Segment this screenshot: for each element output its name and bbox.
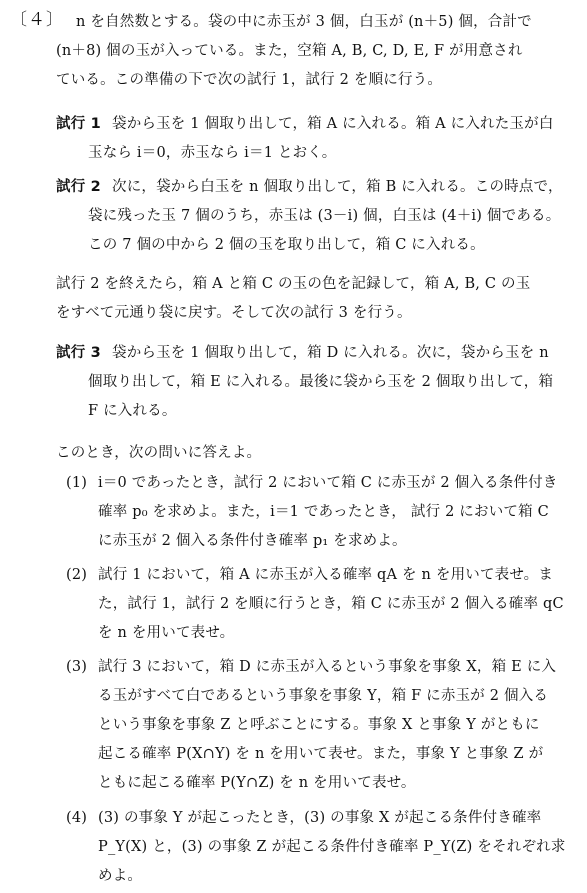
trial3-line-1: 袋から玉を 1 個取り出して，箱 D に入れる。次に，袋から玉を n: [112, 345, 549, 361]
q1-line-2: 確率 p₀ を求めよ。また，i＝1 であったとき， 試行 2 において箱 C: [98, 504, 549, 520]
after-trial2-line-1: 試行 2 を終えたら，箱 A と箱 C の玉の色を記録して，箱 A, B, C の玉: [56, 276, 531, 292]
intro-line-1: n を自然数とする。袋の中に赤玉が 3 個，白玉が (n＋5) 個，合計で: [76, 14, 532, 30]
trial1-line-1: 袋から玉を 1 個取り出して，箱 A に入れる。箱 A に入れた玉が白: [112, 116, 554, 132]
trial3-line-2: 個取り出して，箱 E に入れる。最後に袋から玉を 2 個取り出して，箱: [88, 374, 554, 390]
q4-line-2: P_Y(X) と，(3) の事象 Z が起こる条件付き確率 P_Y(Z) をそれぞれ求: [98, 839, 566, 855]
q1-line-1: i＝0 であったとき，試行 2 において箱 C に赤玉が 2 個入る条件付き: [98, 475, 558, 491]
trial3-line-3: F に入れる。: [88, 403, 177, 419]
q3-line-1: 試行 3 において，箱 D に赤玉が入るという事象を事象 X，箱 E に入: [98, 659, 557, 675]
trial2-line-2: 袋に残った玉 7 個のうち，赤玉は (3－i) 個，白玉は (4＋i) 個である。: [88, 208, 561, 224]
q3-line-5: ともに起こる確率 P(Y∩Z) を n を用いて表せ。: [98, 775, 416, 791]
question-intro: このとき，次の問いに答えよ。: [56, 445, 262, 461]
trial2-line-3: この 7 個の中から 2 個の玉を取り出して，箱 C に入れる。: [88, 237, 485, 253]
q2-line-3: を n を用いて表せ。: [98, 625, 235, 641]
trial1-label: 試行 1: [56, 116, 101, 132]
after-trial2-line-2: をすべて元通り袋に戻す。そして次の試行 3 を行う。: [56, 305, 412, 321]
intro-line-2: (n＋8) 個の玉が入っている。また，空箱 A, B, C, D, E, F が用意され: [56, 43, 523, 59]
q2-label: (2): [66, 567, 88, 583]
trial2-label: 試行 2: [56, 179, 101, 195]
trial1-line-2: 玉なら i＝0，赤玉なら i＝1 とおく。: [88, 145, 337, 161]
problem-number: 〔４〕: [10, 10, 64, 30]
q3-label: (3): [66, 659, 88, 675]
trial2-line-1: 次に，袋から白玉を n 個取り出して，箱 B に入れる。この時点で，: [112, 179, 563, 195]
q4-label: (4): [66, 810, 88, 826]
intro-line-3: ている。この準備の下で次の試行 1，試行 2 を順に行う。: [56, 72, 443, 88]
q3-line-4: 起こる確率 P(X∩Y) を n を用いて表せ。また，事象 Y と事象 Z が: [98, 746, 544, 762]
q3-line-3: という事象を事象 Z と呼ぶことにする。事象 X と事象 Y がともに: [98, 717, 540, 733]
q1-line-3: に赤玉が 2 個入る条件付き確率 p₁ を求めよ。: [98, 533, 407, 549]
q4-line-1: (3) の事象 Y が起こったとき，(3) の事象 X が起こる条件付き確率: [98, 810, 542, 826]
q2-line-1: 試行 1 において，箱 A に赤玉が入る確率 qA を n を用いて表せ。ま: [98, 567, 554, 583]
q2-line-2: た，試行 1，試行 2 を順に行うとき，箱 C に赤玉が 2 個入る確率 qC: [98, 596, 564, 612]
q3-line-2: る玉がすべて白であるという事象を事象 Y，箱 F に赤玉が 2 個入る: [98, 688, 549, 704]
q4-line-3: めよ。: [98, 868, 143, 884]
q1-label: (1): [66, 475, 88, 491]
trial3-label: 試行 3: [56, 345, 101, 361]
